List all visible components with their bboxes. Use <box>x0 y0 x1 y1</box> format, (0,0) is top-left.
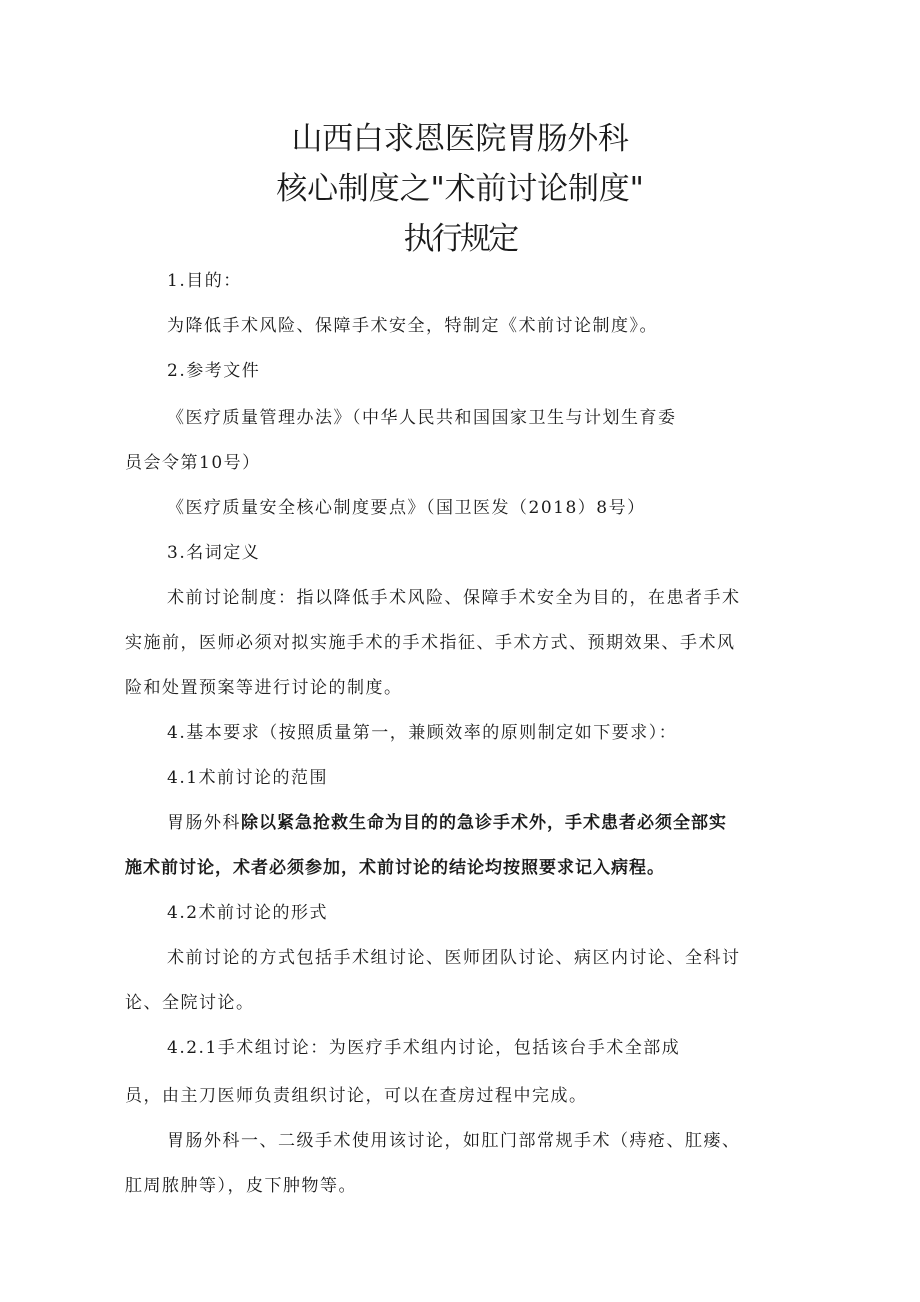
title-line-3: 执行规定 <box>403 221 517 257</box>
form-line-1: 术前讨论的方式包括手术组讨论、医师团队讨论、病区内讨论、全科讨 <box>167 948 741 968</box>
definition-line-2: 实施前，医师必须对拟实施手术的手术指征、手术方式、预期效果、手术风 <box>125 633 736 653</box>
section-2-heading: 2.参考文件 <box>167 361 261 381</box>
section-1-heading: 1.目的： <box>167 271 242 291</box>
title-line-1: 山西白求恩医院胃肠外科 <box>291 121 629 157</box>
section-4-heading: 4.基本要求（按照质量第一，兼顾效率的原则制定如下要求）： <box>167 723 678 743</box>
reference-1-line-2: 员会令第10号） <box>125 453 261 473</box>
definition-line-1: 术前讨论制度：指以降低手术风险、保障手术安全为目的，在患者手术 <box>167 588 741 608</box>
section-4-2-1-line-1: 4.2.1手术组讨论：为医疗手术组内讨论，包括该台手术全部成 <box>167 1038 681 1058</box>
scope-line-1 <box>167 812 727 834</box>
scope-line-1-text: 除以紧急抢救生命为目的的急诊手术外，手术患者必须全部实 <box>241 813 727 833</box>
section-1-text: 为降低手术风险、保障手术安全，特制定《术前讨论制度》。 <box>167 316 658 336</box>
title-line-2: 核心制度之"术前讨论制度" <box>276 171 644 207</box>
definition-line-3: 险和处置预案等进行讨论的制度。 <box>125 678 403 698</box>
reference-1-line-1: 《医疗质量管理办法》（中华人民共和国国家卫生与计划生育委 <box>167 408 677 428</box>
section-4-2-1-line-2: 员，由主刀医师负责组织讨论，可以在查房过程中完成。 <box>125 1086 588 1106</box>
example-line-1: 胃肠外科一、二级手术使用该讨论，如肛门部常规手术（痔疮、肛瘘、 <box>167 1131 741 1151</box>
section-4-2-heading: 4.2术前讨论的形式 <box>167 903 329 923</box>
example-line-2: 肛周脓肿等），皮下肿物等。 <box>125 1176 357 1196</box>
scope-prefix: 胃肠外科 <box>167 813 241 833</box>
form-line-2: 论、全院讨论。 <box>125 993 255 1013</box>
scope-line-2: 施术前讨论，术者必须参加，术前讨论的结论均按照要求记入病程。 <box>125 858 665 878</box>
reference-2: 《医疗质量安全核心制度要点》（国卫医发（2018）8号） <box>167 498 646 518</box>
section-4-1-heading: 4.1术前讨论的范围 <box>167 768 329 788</box>
section-3-heading: 3.名词定义 <box>167 543 261 563</box>
